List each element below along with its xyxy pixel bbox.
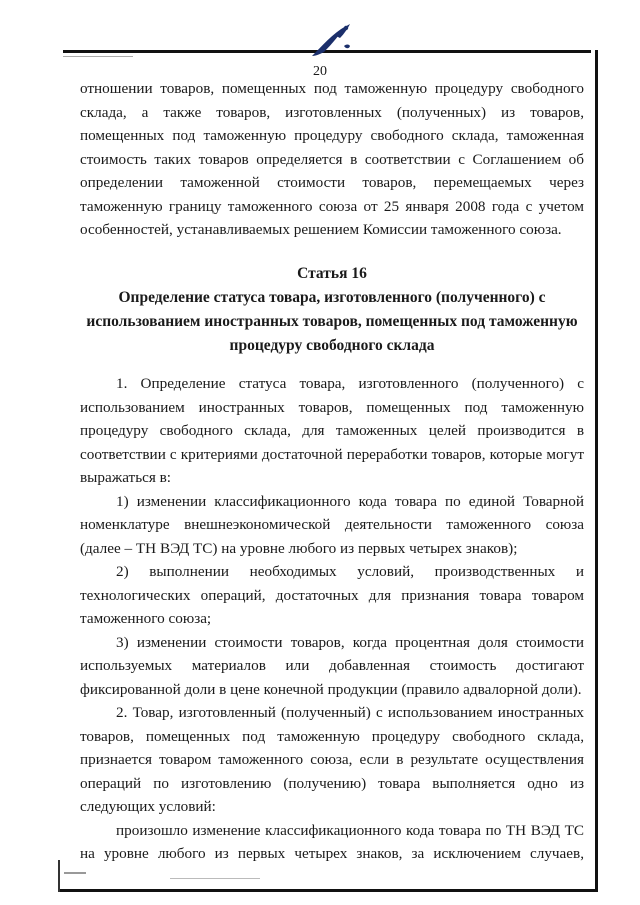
text-line: технологических операций, достаточных для признания товара товаром [80,586,584,604]
text-line: следующих условий: [80,798,216,815]
frame-right-line [595,50,598,892]
text-line: номенклатуре внешнеэкономической деятельности таможенного союза [80,516,584,533]
article-title-line: процедуру свободного склада [229,337,435,354]
text-line: использованием иностранных товаров, помещенных под таможенную [80,398,584,416]
paragraph [80,819,584,866]
page-number: 20 [313,64,327,79]
paragraph [80,560,584,631]
text-line: процедуру свободного склада, для таможенных целей производится в [80,422,584,439]
text-line: 2. Товар, изготовленный (полученный) с использованием иностранных [116,704,584,721]
text-line: произошло изменение классификационного кода товара по ТН ВЭД ТС [116,821,584,839]
text-line: отношении товаров, помещенных под таможенную процедуру свободного [80,80,584,97]
text-line: помещенных под таможенную процедуру свободного склада, таможенная [80,127,584,144]
text-line: 1. Определение статуса товара, изготовленного (полученного) с [116,375,584,392]
text-line: стоимость таких товаров определяется в соответствии с Соглашением об [80,150,584,168]
article-number: Статья 16 [297,265,367,282]
text-line: фиксированной доли в цене конечной продукции (правило адвалорной доли). [80,680,582,698]
text-line: 2) выполнении необходимых условий, производственных и [116,563,584,580]
text-line: операций по изготовлению (получению) товара выполняется одно из [80,774,584,792]
scan-artifact [63,56,133,57]
text-line: используемых материалов или добавленная стоимость достигают [80,657,584,674]
scan-artifact [64,872,86,874]
text-line: склада, а также товаров, изготовленных (полученных) из товаров, [80,103,584,121]
intro-paragraph [80,77,584,242]
paragraph [80,372,584,490]
text-line: определении таможенной стоимости товаров, перемещаемых через [80,174,584,191]
frame-bottom-line [58,889,598,892]
frame-left-corner [58,860,60,892]
scan-artifact [170,878,260,879]
text-line: 1) изменении классификационного кода товара по единой Товарной [116,492,584,510]
text-line: на уровне любого из первых четырех знаков, за исключением случаев, [80,845,584,862]
paragraph [80,490,584,561]
paragraph [80,701,584,819]
article-body [80,372,584,866]
bird-logo-icon [306,16,354,64]
text-line: особенностей, устанавливаемых решением Комиссии таможенного союза. [80,221,562,238]
article-title-line: использованием иностранных товаров, помещенных под таможенную [86,313,578,330]
text-line: (далее – ТН ВЭД ТС) на уровне любого из первых четырех знаков); [80,539,518,557]
article-title-line: Определение статуса товара, изготовленного (полученного) с [118,289,546,306]
text-line: товаров, помещенных под таможенную процедуру свободного склада, [80,727,584,745]
paragraph [80,631,584,702]
text-line: таможенного союза; [80,610,212,627]
text-line: 3) изменении стоимости товаров, когда процентная доля стоимости [116,633,584,651]
text-line: таможенную границу таможенного союза от 25 января 2008 года с учетом [80,197,584,215]
text-line: выражаться в: [80,469,172,486]
text-line: соответствии с критериями достаточной переработки товаров, которые могут [80,445,584,463]
text-line: признается товаром таможенного союза, если в результате осуществления [80,751,584,768]
article-title [80,286,584,358]
